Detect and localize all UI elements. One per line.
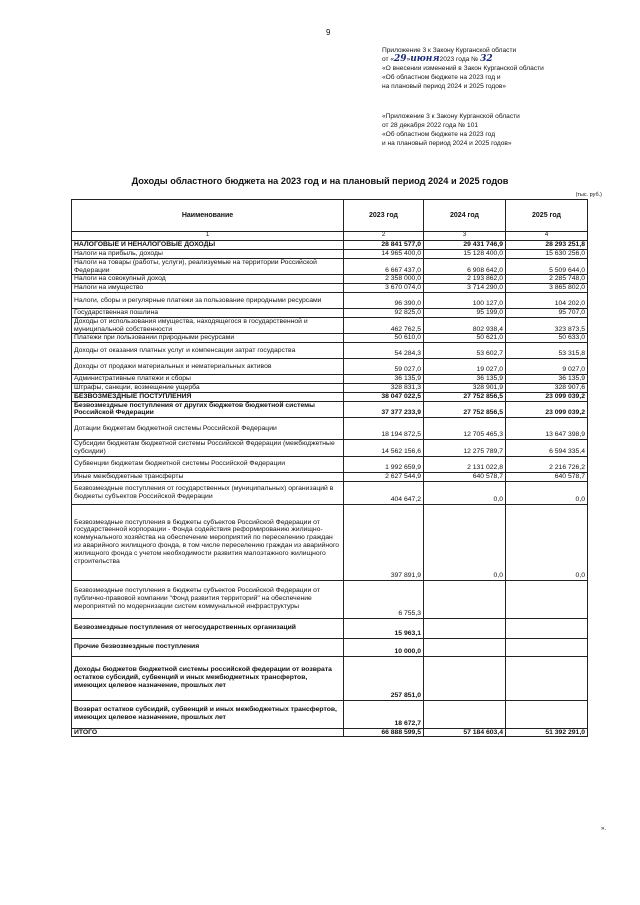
row-name-cell: Штрафы, санкции, возмещение ущерба [72,383,344,392]
value-2023-cell: 96 390,0 [344,292,424,308]
table-row [72,638,588,656]
value-2025-cell: 95 707,0 [506,308,588,317]
value-2025-cell: 36 135,9 [506,375,588,384]
row-name-cell: Налоги на товары (работы, услуги), реализуемые на территории Российской Федерации [72,258,344,275]
header-2024: 2024 год [424,200,506,232]
table-row [72,250,588,259]
value-2025-cell: 15 630 256,0 [506,250,588,259]
value-2024-cell: 640 578,7 [424,472,506,481]
value-2024-cell [424,638,506,656]
value-2023-cell: 14 965 400,0 [344,250,424,259]
value-2025-cell: 51 392 291,0 [506,728,588,737]
value-2023-cell: 50 610,0 [344,334,424,343]
table-row [72,504,588,580]
value-2025-cell: 0,0 [506,481,588,504]
value-2023-cell: 1 992 659,9 [344,456,424,472]
value-2024-cell: 12 275 789,7 [424,440,506,457]
table-row [72,292,588,308]
document-title: Доходы областного бюджета на 2023 год и на плановый период 2024 и 2025 годов [131,176,509,186]
table-row [72,472,588,481]
row-name-cell: Налоги, сборы и регулярные платежи за пользование природными ресурсами [72,292,344,308]
row-name-cell: НАЛОГОВЫЕ И НЕНАЛОГОВЫЕ ДОХОДЫ [72,241,344,250]
value-2023-cell: 2 358 000,0 [344,275,424,284]
table-row [72,728,588,737]
table-row [72,308,588,317]
column-number: 4 [506,232,588,241]
value-2024-cell [424,700,506,728]
handwritten-day: 29 [394,54,407,64]
appendix-original-line2: от 28 декабря 2022 года № 101 [382,122,479,129]
row-name-cell: Платежи при пользовании природными ресурсами [72,334,344,343]
row-name-cell: Доходы бюджетов бюджетной системы российской федерации от возврата остатков субсидий, субвенций и иных межбюджетных трансфертов, имеющих целевое назначение, прошлых лет [72,656,344,700]
value-2025-cell: 104 202,0 [506,292,588,308]
row-name-cell: Налоги на прибыль, доходы [72,250,344,259]
table-row [72,700,588,728]
table-row [72,284,588,293]
value-2023-cell: 462 762,5 [344,317,424,334]
row-name-cell: Доходы от оказания платных услуг и компенсации затрат государства [72,343,344,359]
row-name-cell: Административные платежи и сборы [72,375,344,384]
value-2024-cell: 19 027,0 [424,359,506,375]
revenue-table [71,199,588,737]
row-name-cell: Безвозмездные поступления от государственных (муниципальных) организаций в бюджеты субъектов Российской Федерации [72,481,344,504]
value-2024-cell: 2 131 022,8 [424,456,506,472]
date-year: 2023 года № [439,56,479,63]
appendix-current-line5: на плановый период 2024 и 2025 годов» [382,83,507,90]
value-2023-cell: 6 755,3 [344,580,424,618]
value-2023-cell: 18 672,7 [344,700,424,728]
table-row [72,317,588,334]
table-row [72,359,588,375]
handwritten-month: июня [410,54,440,64]
value-2023-cell: 404 647,2 [344,481,424,504]
value-2024-cell: 0,0 [424,504,506,580]
value-2023-cell: 6 667 437,0 [344,258,424,275]
value-2025-cell [506,618,588,638]
value-2025-cell [506,580,588,618]
appendix-original [382,112,520,148]
table-row [72,375,588,384]
value-2025-cell: 0,0 [506,504,588,580]
value-2025-cell: 28 293 251,8 [506,241,588,250]
row-name-cell: ИТОГО [72,728,344,737]
value-2025-cell: 23 099 039,2 [506,401,588,418]
value-2024-cell: 12 705 465,3 [424,418,506,440]
value-2024-cell: 50 621,0 [424,334,506,343]
table-row [72,401,588,418]
row-name-cell: Безвозмездные поступления от других бюджетов бюджетной системы Российской Федерации [72,401,344,418]
row-name-cell: Субсидии бюджетам бюджетной системы Российской Федерации (межбюджетные субсидии) [72,440,344,457]
table-row [72,383,588,392]
row-name-cell: Налоги на совокупный доход [72,275,344,284]
value-2024-cell: 95 199,0 [424,308,506,317]
row-name-cell: Безвозмездные поступления в бюджеты субъектов Российской Федерации от публично-правовой компании "Фонд развития территорий" на обеспечение мероприятий по модернизации систем коммунальной инфраструктуры [72,580,344,618]
value-2024-cell: 27 752 856,5 [424,392,506,401]
row-name-cell: Налоги на имущество [72,284,344,293]
value-2023-cell: 2 627 544,9 [344,472,424,481]
value-2023-cell: 54 284,3 [344,343,424,359]
appendix-current-line4: «Об областном бюджете на 2023 год и [382,74,501,81]
value-2024-cell: 36 135,9 [424,375,506,384]
value-2023-cell: 36 135,9 [344,375,424,384]
column-number: 3 [424,232,506,241]
table-header-row [72,200,588,232]
row-name-cell: БЕЗВОЗМЕЗДНЫЕ ПОСТУПЛЕНИЯ [72,392,344,401]
appendix-current-line1: Приложение 3 к Закону Курганской области [382,47,517,54]
table-row [72,275,588,284]
row-name-cell: Субвенции бюджетам бюджетной системы Российской Федерации [72,456,344,472]
value-2023-cell: 3 670 074,0 [344,284,424,293]
header-2023: 2023 год [344,200,424,232]
header-2025: 2025 год [506,200,588,232]
row-name-cell: Государственная пошлина [72,308,344,317]
value-2024-cell: 27 752 856,5 [424,401,506,418]
row-name-cell: Безвозмездные поступления в бюджеты субъектов Российской Федерации от государственной корпорации - Фонда содействия реформированию жилищно-коммунального хозяйства на обеспечение мероприятий по переселению граждан из аварийного жилищного фонда, в том числе переселению граждан из аварийного жилищного фонда с учетом необходимости развития малоэтажного жилищного строительства [72,504,344,580]
row-name-cell: Безвозмездные поступления от негосударственных организаций [72,618,344,638]
value-2025-cell: 6 594 335,4 [506,440,588,457]
row-name-cell: Возврат остатков субсидий, субвенций и иных межбюджетных трансфертов, имеющих целевое назначение, прошлых лет [72,700,344,728]
date-mid: » [406,56,411,63]
column-numbers-row [72,232,588,241]
table-row [72,656,588,700]
value-2025-cell: 2 285 748,0 [506,275,588,284]
table-row [72,481,588,504]
value-2025-cell: 23 099 039,2 [506,392,588,401]
value-2024-cell: 6 908 642,0 [424,258,506,275]
table-row [72,580,588,618]
value-2025-cell [506,638,588,656]
header-name: Наименование [72,200,344,232]
column-number: 2 [344,232,424,241]
value-2023-cell: 92 825,0 [344,308,424,317]
value-2024-cell: 53 602,7 [424,343,506,359]
appendix-original-line3: «Об областном бюджете на 2023 год [382,131,496,138]
table-row [72,440,588,457]
units-label: (тыс. руб.) [575,192,602,198]
value-2024-cell: 0,0 [424,481,506,504]
value-2024-cell [424,618,506,638]
row-name-cell: Иные межбюджетные трансферты [72,472,344,481]
date-prefix: от « [382,56,395,63]
value-2025-cell: 640 578,7 [506,472,588,481]
appendix-original-line4: и на плановый период 2024 и 2025 годов» [382,140,512,147]
value-2025-cell: 3 865 802,0 [506,284,588,293]
page-number: 9 [326,28,331,37]
appendix-original-line1: «Приложение 3 к Закону Курганской области [382,113,520,120]
value-2025-cell: 323 873,5 [506,317,588,334]
value-2023-cell: 59 027,0 [344,359,424,375]
appendix-current-line2 [382,55,544,64]
value-2025-cell: 53 315,8 [506,343,588,359]
table-row [72,618,588,638]
value-2025-cell: 328 907,6 [506,383,588,392]
value-2024-cell [424,580,506,618]
handwritten-law-number: 32 [480,54,493,64]
value-2024-cell: 2 193 862,0 [424,275,506,284]
value-2024-cell: 29 431 746,9 [424,241,506,250]
value-2024-cell: 100 127,0 [424,292,506,308]
value-2025-cell: 9 027,0 [506,359,588,375]
value-2024-cell: 57 184 603,4 [424,728,506,737]
value-2023-cell: 257 851,0 [344,656,424,700]
table-row [72,334,588,343]
appendix-current-line3: «О внесении изменений в Закон Курганской области [382,65,544,72]
table-row [72,418,588,440]
table-row [72,258,588,275]
value-2025-cell: 5 509 644,0 [506,258,588,275]
value-2023-cell: 397 891,9 [344,504,424,580]
value-2024-cell: 802 938,4 [424,317,506,334]
value-2024-cell [424,656,506,700]
value-2024-cell: 328 901,9 [424,383,506,392]
value-2024-cell: 15 128 400,0 [424,250,506,259]
value-2023-cell: 15 963,1 [344,618,424,638]
value-2024-cell: 3 714 290,0 [424,284,506,293]
row-name-cell: Доходы от использования имущества, находящегося в государственной и муниципальной собственности [72,317,344,334]
value-2025-cell [506,656,588,700]
row-name-cell: Доходы от продажи материальных и нематериальных активов [72,359,344,375]
value-2025-cell [506,700,588,728]
value-2025-cell: 13 647 398,9 [506,418,588,440]
appendix-current [382,46,544,91]
table-row [72,392,588,401]
table-row [72,241,588,250]
value-2023-cell: 38 047 022,5 [344,392,424,401]
table-row [72,343,588,359]
column-number: 1 [72,232,344,241]
value-2023-cell: 37 377 233,9 [344,401,424,418]
value-2023-cell: 10 000,0 [344,638,424,656]
table-row [72,456,588,472]
value-2023-cell: 66 888 599,5 [344,728,424,737]
value-2023-cell: 18 194 872,5 [344,418,424,440]
closing-quote-mark: ». [600,826,606,832]
value-2023-cell: 14 562 156,6 [344,440,424,457]
row-name-cell: Дотации бюджетам бюджетной системы Российской Федерации [72,418,344,440]
value-2023-cell: 328 831,3 [344,383,424,392]
value-2025-cell: 2 216 726,2 [506,456,588,472]
row-name-cell: Прочие безвозмездные поступления [72,638,344,656]
value-2025-cell: 50 633,0 [506,334,588,343]
value-2023-cell: 28 841 577,0 [344,241,424,250]
